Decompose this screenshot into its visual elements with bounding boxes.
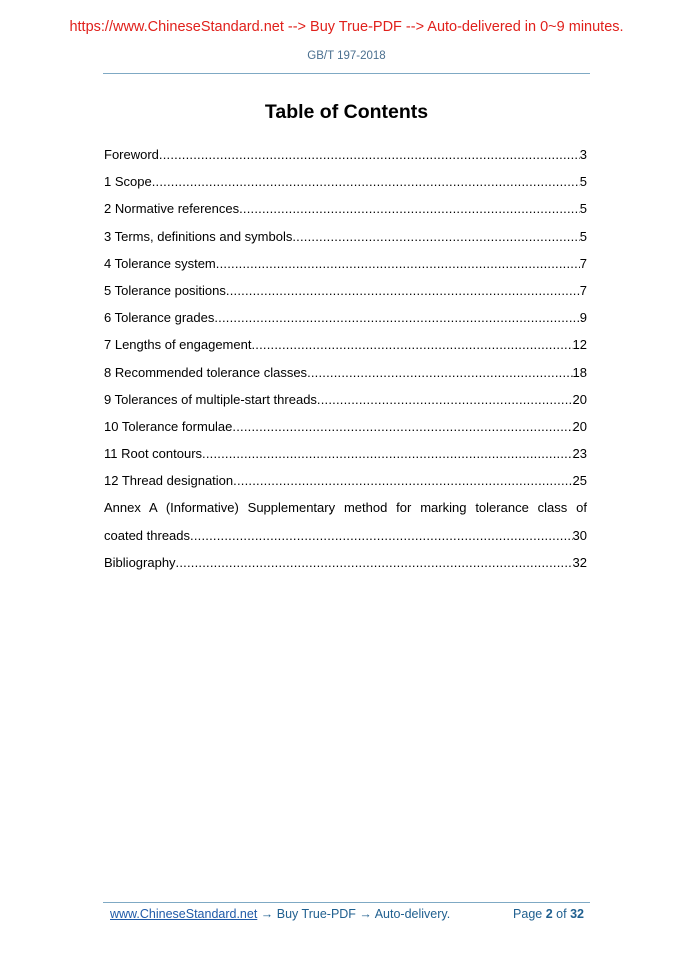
toc-entry-page: 23 [572, 446, 587, 462]
toc-entry-label: 1 Scope [104, 174, 152, 190]
toc-title: Table of Contents [264, 101, 429, 123]
dot-leader [176, 553, 573, 573]
dot-leader [202, 444, 572, 464]
toc-entry-annex-a-continued[interactable] [104, 526, 587, 553]
dot-leader [232, 417, 572, 437]
toc-entry-label: 7 Lengths of engagement [104, 337, 252, 353]
toc-entry-label: 11 Root contours [104, 446, 203, 462]
dot-leader [226, 281, 580, 301]
dot-leader [190, 526, 573, 546]
header-divider [103, 73, 590, 74]
toc-entry-label: 4 Tolerance system [104, 255, 216, 271]
toc-entry-label: 6 Tolerance grades [104, 310, 215, 326]
toc-entry-label: 9 Tolerances of multiple-start threads [104, 391, 317, 407]
footer-tagline: → Buy True-PDF → Auto-delivery. [257, 907, 451, 921]
toc-entry-label: Foreword [104, 147, 159, 162]
toc-entry-page: 5 [579, 174, 587, 190]
toc-entry-page: 5 [579, 201, 587, 217]
dot-leader [251, 335, 572, 355]
document-code: GB/T 197-2018 [307, 50, 386, 62]
dot-leader [239, 199, 580, 219]
dot-leader [159, 145, 580, 165]
toc-entry-root-contours[interactable] [104, 444, 587, 471]
toc-entry-label: 5 Tolerance positions [104, 282, 226, 298]
footer-divider [103, 902, 590, 903]
toc-entry-annex-a[interactable] [104, 498, 587, 525]
toc-entry-label: coated threads [104, 527, 191, 543]
toc-entry-label: 3 Terms, definitions and symbols [104, 228, 293, 244]
toc-entry-label: Annex A (Informative) Supplementary method for marking tolerance class of [104, 500, 587, 516]
top-banner[interactable]: https://www.ChineseStandard.net --> Buy True-PDF --> Auto-delivered in 0~9 minutes. [69, 19, 624, 35]
toc-entry-label: 12 Thread designation [104, 473, 234, 489]
toc-entry-lengths-of-engagement[interactable] [104, 335, 587, 362]
toc-entry-label: 8 Recommended tolerance classes [104, 364, 308, 380]
dot-leader [233, 471, 572, 491]
toc-entry-normative-references[interactable] [104, 199, 587, 226]
toc-entry-page: 30 [572, 527, 587, 543]
toc-entry-tolerance-system[interactable] [104, 254, 587, 281]
toc-entry-thread-designation[interactable] [104, 471, 587, 498]
toc-entry-bibliography[interactable] [104, 553, 587, 580]
dot-leader [307, 363, 572, 383]
toc-entry-label: 2 Normative references [104, 201, 240, 217]
footer-site-link[interactable]: www.ChineseStandard.net [110, 907, 258, 921]
dot-leader [214, 308, 579, 328]
toc-entry-label: Bibliography [104, 554, 176, 570]
toc-entry-page: 18 [572, 364, 587, 380]
total-pages-number: 32 [570, 907, 584, 921]
page-word: Page [513, 907, 543, 921]
toc-entry-foreword[interactable] [104, 145, 587, 172]
toc-entry-scope[interactable] [104, 172, 587, 199]
toc-entry-recommended-tolerance-classes[interactable] [104, 363, 587, 390]
toc-entry-page: 20 [572, 418, 587, 434]
page-indicator [513, 907, 584, 921]
toc-entry-page: 9 [579, 310, 587, 326]
toc-entry-label: 10 Tolerance formulae [104, 418, 233, 434]
dot-leader [317, 390, 573, 410]
current-page-number: 2 [545, 907, 553, 921]
dot-leader [216, 254, 580, 274]
toc-entry-multiple-start-threads[interactable] [104, 390, 587, 417]
table-of-contents [104, 145, 587, 580]
toc-entry-page: 20 [572, 391, 587, 407]
dot-leader [152, 172, 580, 192]
dot-leader [292, 227, 579, 247]
toc-entry-page: 7 [579, 282, 587, 298]
toc-entry-tolerance-grades[interactable] [104, 308, 587, 335]
toc-entry-tolerance-formulae[interactable] [104, 417, 587, 444]
toc-entry-tolerance-positions[interactable] [104, 281, 587, 308]
toc-entry-page: 12 [572, 337, 587, 353]
toc-entry-page: 5 [579, 228, 587, 244]
toc-entry-page: 25 [572, 473, 587, 489]
of-word: of [556, 907, 567, 921]
toc-entry-page: 7 [579, 255, 587, 271]
toc-entry-terms-definitions-symbols[interactable] [104, 227, 587, 254]
toc-entry-page: 3 [579, 147, 587, 162]
toc-entry-page: 32 [572, 554, 587, 570]
footer-promo [110, 907, 450, 921]
